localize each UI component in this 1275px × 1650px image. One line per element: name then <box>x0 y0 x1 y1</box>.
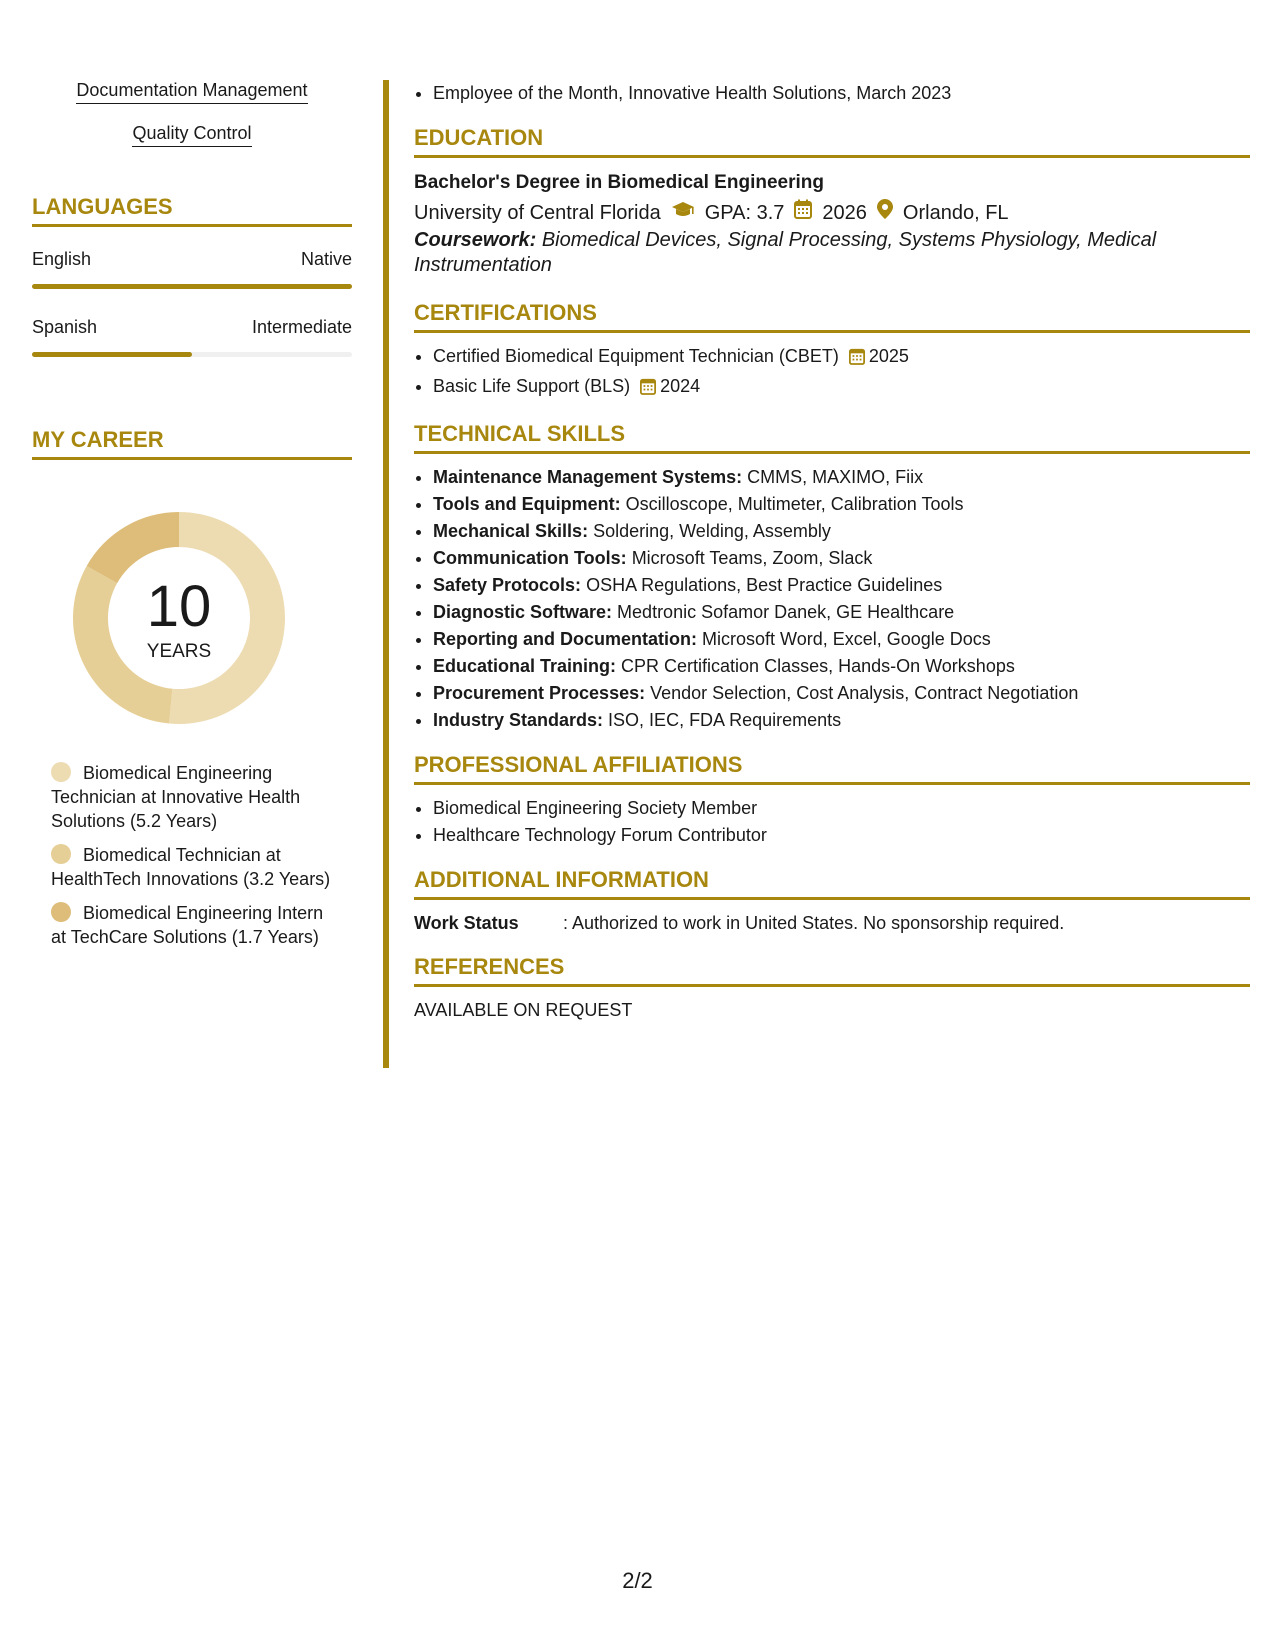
list-item: • Basic Life Support (BLS) 2024 <box>433 373 1250 403</box>
main-content <box>414 80 1250 1023</box>
language-english <box>32 249 352 289</box>
language-level: Intermediate <box>251 317 352 337</box>
list-item: • Industry Standards: ISO, IEC, FDA Requirements <box>433 707 1250 734</box>
technical-skills-list <box>414 464 1250 734</box>
language-bar-fill <box>32 352 192 357</box>
references-heading: REFERENCES <box>414 954 1250 987</box>
certifications-heading: CERTIFICATIONS <box>414 300 1250 333</box>
work-status-label: Work Status <box>414 913 519 933</box>
graduation-year: 2026 <box>822 202 867 224</box>
affiliations-list <box>414 795 1250 849</box>
list-item: • Certified Biomedical Equipment Technician (CBET) 2025 <box>433 343 1250 373</box>
list-item: • Educational Training: CPR Certification Classes, Hands-On Workshops <box>433 653 1250 680</box>
list-item: • Mechanical Skills: Soldering, Welding, Assembly <box>433 518 1250 545</box>
language-bar-fill <box>32 284 352 289</box>
affiliations-heading: PROFESSIONAL AFFILIATIONS <box>414 752 1250 785</box>
list-item: • Maintenance Management Systems: CMMS, MAXIMO, Fiix <box>433 464 1250 491</box>
additional-info-heading: ADDITIONAL INFORMATION <box>414 867 1250 900</box>
career-legend <box>51 761 341 949</box>
legend-dot-icon <box>51 762 71 782</box>
legend-dot-icon <box>51 844 71 864</box>
work-status-row <box>414 910 1250 936</box>
work-status-value: : Authorized to work in United States. No sponsorship required. <box>563 913 1065 933</box>
certifications-list <box>414 343 1250 403</box>
career-donut-chart <box>66 505 292 731</box>
sidebar <box>32 80 352 959</box>
technical-skills-heading: TECHNICAL SKILLS <box>414 421 1250 454</box>
list-item: • Diagnostic Software: Medtronic Sofamor Danek, GE Healthcare <box>433 599 1250 626</box>
school-location: Orlando, FL <box>902 202 1009 224</box>
skill-tag: Quality Control <box>32 123 352 147</box>
list-item: • Procurement Processes: Vendor Selection, Cost Analysis, Contract Negotiation <box>433 680 1250 707</box>
degree-title: Bachelor's Degree in Biomedical Engineering <box>414 172 824 193</box>
education-heading: EDUCATION <box>414 125 1250 158</box>
career-item: Biomedical Engineering Intern at TechCare Solutions (1.7 Years) <box>51 903 324 947</box>
career-total-years: 10 <box>146 574 212 639</box>
school-name: University of Central Florida <box>414 202 661 224</box>
list-item: • Tools and Equipment: Oscilloscope, Multimeter, Calibration Tools <box>433 491 1250 518</box>
language-name: Spanish <box>32 317 98 337</box>
list-item: • Biomedical Engineering Society Member <box>433 795 1250 822</box>
calendar-icon <box>849 346 865 373</box>
references-text: AVAILABLE ON REQUEST <box>414 1000 633 1020</box>
career-item: Biomedical Technician at HealthTech Innovations (3.2 Years) <box>51 845 331 889</box>
education-entry <box>414 168 1250 278</box>
legend-dot-icon <box>51 902 71 922</box>
column-divider <box>383 80 389 1068</box>
language-bar <box>32 284 352 289</box>
career-heading: MY CAREER <box>32 427 352 460</box>
language-spanish <box>32 317 352 357</box>
list-item: • Employee of the Month, Innovative Health Solutions, March 2023 <box>433 80 1250 107</box>
language-name: English <box>32 249 92 269</box>
list-item: • Healthcare Technology Forum Contributor <box>433 822 1250 849</box>
languages-heading: LANGUAGES <box>32 194 352 227</box>
graduation-cap-icon <box>671 198 695 228</box>
location-pin-icon <box>877 198 893 228</box>
gpa: GPA: 3.7 <box>704 202 785 224</box>
list-item: • Safety Protocols: OSHA Regulations, Best Practice Guidelines <box>433 572 1250 599</box>
language-level: Native <box>300 249 352 269</box>
career-item: Biomedical Engineering Technician at Innovative Health Solutions (5.2 Years) <box>51 763 301 831</box>
career-years-label: YEARS <box>146 641 212 662</box>
list-item: • Reporting and Documentation: Microsoft Word, Excel, Google Docs <box>433 626 1250 653</box>
page-number: 2/2 <box>622 1568 653 1593</box>
language-bar <box>32 352 352 357</box>
list-item: • Communication Tools: Microsoft Teams, Zoom, Slack <box>433 545 1250 572</box>
coursework: Coursework: Biomedical Devices, Signal Processing, Systems Physiology, Medical Instrumentation <box>414 229 1157 276</box>
awards-list <box>414 80 1250 107</box>
calendar-icon <box>794 198 812 228</box>
skill-tag: Documentation Management <box>32 80 352 104</box>
calendar-icon <box>640 376 656 403</box>
